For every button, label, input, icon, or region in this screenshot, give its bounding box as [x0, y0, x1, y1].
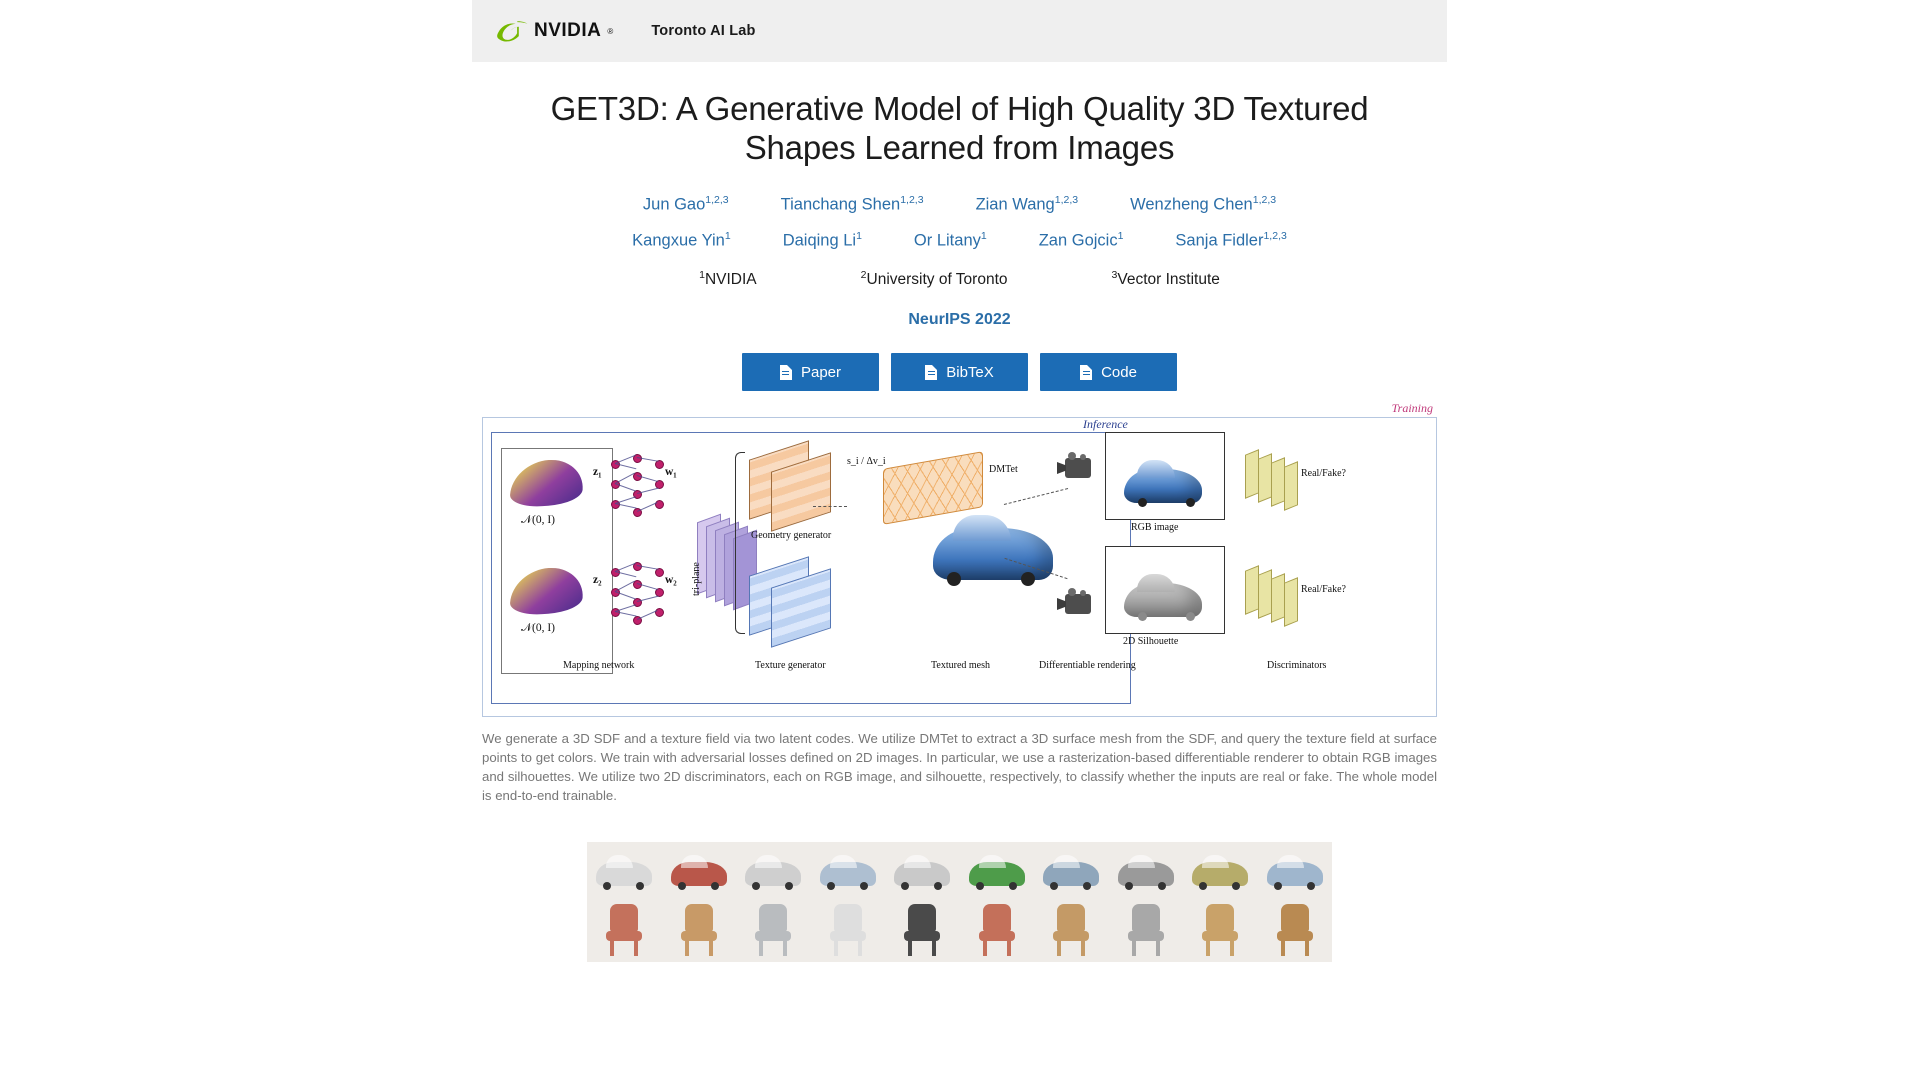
author-affil-sup: 1,2,3 — [900, 193, 924, 206]
affiliation-name: University of Toronto — [866, 271, 1008, 289]
gallery-chair — [1051, 904, 1091, 956]
author-list — [472, 194, 1447, 251]
differentiable-rendering-label: Differentiable rendering — [1039, 660, 1136, 672]
navbar — [472, 0, 1447, 62]
triplane-brace — [735, 452, 745, 634]
author-name: Tianchang Shen — [780, 195, 901, 214]
z1-label: z₁ — [593, 466, 602, 479]
method-figure-wrapper — [482, 401, 1437, 806]
discriminators-label: Discriminators — [1267, 660, 1327, 672]
paper-button[interactable] — [742, 353, 879, 391]
tri-plane-label: tri-plane — [691, 562, 702, 597]
method-figure — [482, 417, 1437, 717]
author-affil-sup: 1 — [1117, 230, 1124, 243]
author-zian-wang[interactable] — [976, 194, 1079, 215]
gallery-car — [671, 862, 727, 886]
bibtex-button[interactable] — [891, 353, 1028, 391]
sdf-fraction-label: s_i / Δv_i — [847, 456, 886, 468]
silhouette-image-box — [1105, 546, 1225, 634]
affiliation-name: NVIDIA — [704, 271, 757, 289]
textured-mesh-label: Textured mesh — [931, 660, 991, 672]
author-name: Zan Gojcic — [1038, 231, 1118, 250]
document-icon — [780, 365, 792, 380]
document-icon — [1080, 365, 1092, 380]
nvidia-eye-icon — [494, 20, 528, 42]
code-button[interactable] — [1040, 353, 1177, 391]
action-buttons — [472, 353, 1447, 391]
mapping-network-label: Mapping network — [563, 660, 635, 672]
gallery-car — [1192, 862, 1248, 886]
gallery-chair — [1200, 904, 1240, 956]
affiliation-name: Vector Institute — [1117, 271, 1220, 289]
author-name: Kangxue Yin — [632, 231, 725, 250]
author-affil-sup: 1 — [856, 230, 862, 243]
page-title: GET3D: A Generative Model of High Quality 3D Textured Shapes Learned from Images — [550, 90, 1369, 166]
rgb-image-label: RGB image — [1131, 522, 1179, 534]
gallery-car — [1118, 862, 1174, 886]
gallery-chair — [679, 904, 719, 956]
gallery-car — [969, 862, 1025, 886]
code-button-label: Code — [1101, 363, 1137, 381]
normal-label-2: 𝒩(0, I) — [521, 622, 556, 635]
author-affil-sup: 1 — [724, 230, 731, 243]
figure-caption: We generate a 3D SDF and a texture field via two latent codes. We utilize DMTet to extract a 3D surface mesh from the SDF, and query the texture field at surface points to get colors. We train with adversarial losses defined on 2D images. In particular, we use a rasterization-based differentiable renderer to obtain RGB images and silhouettes. We utilize two 2D discriminators, each on RGB image, and silhouette, respectively, to classify whether the inputs are real or fake. The whole model is end-to-end trainable. — [482, 731, 1437, 804]
dmtet-label: DMTet — [989, 464, 1018, 476]
author-name: Sanja Fidler — [1175, 231, 1264, 250]
document-icon — [925, 365, 937, 380]
mlp-1 — [611, 454, 663, 516]
nav-link-toronto-ai-lab[interactable]: Toronto AI Lab — [651, 23, 756, 39]
normal-label-1: 𝒩(0, I) — [521, 514, 556, 527]
affiliation-sup: 2 — [860, 268, 867, 281]
gallery-chair — [828, 904, 868, 956]
real-fake-label-rgb: Real/Fake? — [1301, 468, 1346, 480]
w1-label: w₁ — [665, 466, 677, 479]
gallery-car — [894, 862, 950, 886]
textured-mesh-car — [933, 528, 1053, 580]
w2-label: w₂ — [665, 574, 677, 587]
figure-label-training: Training — [1391, 401, 1433, 416]
author-wenzheng-chen[interactable] — [1130, 194, 1276, 215]
paper-button-label: Paper — [800, 363, 842, 381]
venue-label: NeurIPS 2022 — [908, 311, 1011, 329]
gallery-car — [1267, 862, 1323, 886]
author-affil-sup: 1 — [980, 230, 987, 243]
gallery-chair — [753, 904, 793, 956]
gallery-car — [1043, 862, 1099, 886]
texture-generator-label: Texture generator — [755, 660, 826, 672]
author-affil-sup: 1,2,3 — [1263, 230, 1287, 243]
geometry-generator-label: Geometry generator — [751, 530, 832, 542]
affiliation-sup: 3 — [1111, 268, 1118, 281]
camera-icon-rgb — [1065, 458, 1091, 478]
rgb-image-box — [1105, 432, 1225, 520]
affiliation-vector-institute — [1112, 269, 1220, 289]
author-name: Or Litany — [913, 231, 981, 250]
registered-mark: ® — [607, 26, 614, 36]
author-kangxue-yin[interactable] — [632, 230, 731, 251]
author-affil-sup: 1,2,3 — [1252, 193, 1277, 206]
author-sanja-fidler[interactable] — [1175, 230, 1286, 251]
author-name: Wenzheng Chen — [1130, 195, 1253, 214]
author-name: Zian Wang — [975, 195, 1055, 214]
nvidia-wordmark: NVIDIA — [534, 20, 602, 41]
author-affil-sup: 1,2,3 — [705, 193, 729, 206]
main-content — [472, 62, 1447, 962]
results-gallery — [587, 842, 1332, 962]
camera-icon-silhouette — [1065, 594, 1091, 614]
gallery-car — [596, 862, 652, 886]
author-daiqing-li[interactable] — [783, 230, 862, 251]
z2-label: z₂ — [593, 574, 602, 587]
affiliation-list — [472, 269, 1447, 289]
affiliation-sup: 1 — [699, 268, 705, 281]
gallery-chair — [902, 904, 942, 956]
figure-label-inference: Inference — [1083, 417, 1128, 432]
bibtex-button-label: BibTeX — [946, 363, 994, 381]
author-jun-gao[interactable] — [643, 194, 729, 215]
gallery-car — [745, 862, 801, 886]
author-name: Daiqing Li — [782, 231, 857, 250]
author-affil-sup: 1,2,3 — [1054, 193, 1079, 206]
gallery-chair — [1126, 904, 1166, 956]
gallery-chair — [604, 904, 644, 956]
author-zan-gojcic[interactable] — [1039, 230, 1124, 251]
gallery-chair — [1275, 904, 1315, 956]
gallery-car — [820, 862, 876, 886]
author-name: Jun Gao — [642, 195, 706, 214]
silhouette-image-label: 2D Silhouette — [1123, 636, 1179, 648]
connector-dash-3 — [813, 506, 847, 507]
nvidia-logo[interactable] — [494, 20, 613, 42]
author-tianchang-shen[interactable] — [781, 194, 924, 215]
affiliation-university-of-toronto — [861, 269, 1008, 289]
real-fake-label-silhouette: Real/Fake? — [1301, 584, 1346, 596]
gallery-chair — [977, 904, 1017, 956]
author-or-litany[interactable] — [914, 230, 987, 251]
affiliation-nvidia — [699, 269, 757, 289]
mlp-2 — [611, 562, 663, 624]
